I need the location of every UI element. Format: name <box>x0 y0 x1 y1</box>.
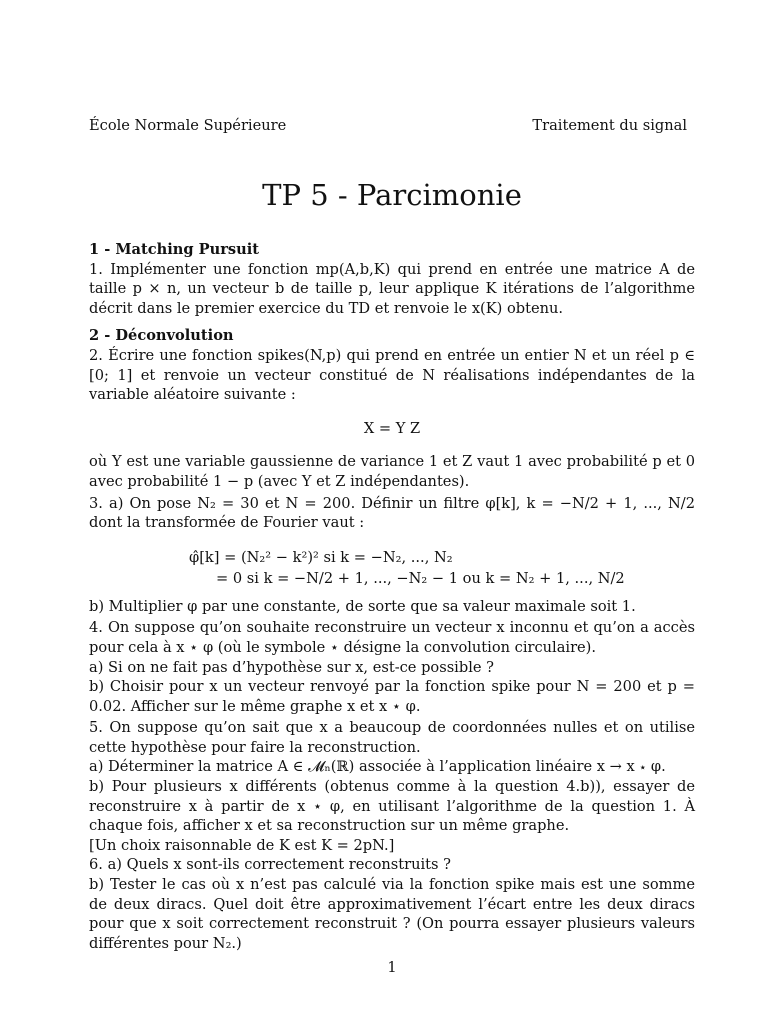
question-4b: b) Choisir pour x un vecteur renvoyé par la fonction spike pour N = 200 et p = 0.02. Afficher sur le même graphe x et x ⋆ φ. <box>89 678 695 715</box>
question-4: 4. On suppose qu’on souhaite reconstruire un vecteur x inconnu et qu’on a accès pour cela à x ⋆ φ (où le symbole ⋆ désigne la convolution circulaire). <box>89 619 695 656</box>
question-6b: b) Tester le cas où x n’est pas calculé via la fonction spike mais est une somme de deux diracs. Quel doit être approximativement l’écart entre les deux diracs pour que x soit correctement reconstruit ? (On pourra essayer plusieurs valeurs différentes pour N₂.) <box>89 876 695 952</box>
question-4a: a) Si on ne fait pas d’hypothèse sur x, est-ce possible ? <box>89 658 494 676</box>
question-3a: 3. a) On pose N₂ = 30 et N = 200. Définir un filtre φ[k], k = −N/2 + 1, ..., N/2 dont la transformée de Fourier vaut : <box>89 494 695 532</box>
institution-name: École Normale Supérieure <box>89 117 287 134</box>
question-2: 2. Écrire une fonction spikes(N,p) qui prend en entrée un entier N et un réel p ∈ [0; 1] et renvoie un vecteur constitué de N réalisations indépendantes de la variable aléatoire suivante : <box>89 346 695 404</box>
question-1: 1. Implémenter une fonction mp(A,b,K) qui prend en entrée une matrice A de taille p × n, un vecteur b de taille p, leur applique K itérations de l’algorithme décrit dans le premier exercice du TD et renvoie le x(K) obtenu. <box>89 260 695 317</box>
question-6a: 6. a) Quels x sont-ils correctement reconstruits ? <box>89 856 451 874</box>
question-5b: b) Pour plusieurs x différents (obtenus comme à la question 4.b)), essayer de reconstruire x à partir de x ⋆ φ, en utilisant l’algorithme de la question 1. À chaque fois, afficher x et sa reconstruction sur un même graphe. <box>89 778 695 835</box>
equation-line-1: φ̂[k] = (N₂² − k²)² si k = −N₂, ..., N₂ <box>189 548 453 566</box>
question-5: 5. On suppose qu’on sait que x a beaucoup de coordonnées nulles et on utilise cette hypothèse pour faire la reconstruction. <box>89 719 695 756</box>
question-2-text: où Y est une variable gaussienne de variance 1 et Z vaut 1 avec probabilité p et 0 avec probabilité 1 − p (avec Y et Z indépendantes). <box>89 453 695 490</box>
question-3b: b) Multiplier φ par une constante, de sorte que sa valeur maximale soit 1. <box>89 597 636 615</box>
section-heading-matching-pursuit: 1 - Matching Pursuit <box>89 241 260 258</box>
equation-line-2: = 0 si k = −N/2 + 1, ..., −N₂ − 1 ou k = N₂ + 1, ..., N/2 <box>216 569 625 587</box>
document-title: TP 5 - Parcimonie <box>262 178 522 212</box>
page-number: 1 <box>387 959 397 976</box>
question-5a: a) Déterminer la matrice A ∈ 𝓜ₙ(ℝ) associée à l’application linéaire x → x ⋆ φ. <box>89 758 666 776</box>
course-name: Traitement du signal <box>532 117 687 134</box>
formula-xyz: X = Y Z <box>363 419 421 437</box>
page-header <box>89 116 695 136</box>
document-body <box>89 240 695 953</box>
fourier-equation <box>189 547 695 589</box>
document-page <box>89 0 695 1024</box>
question-5-note: [Un choix raisonnable de K est K = 2pN.] <box>89 836 395 854</box>
section-heading-deconvolution: 2 - Déconvolution <box>89 327 234 345</box>
